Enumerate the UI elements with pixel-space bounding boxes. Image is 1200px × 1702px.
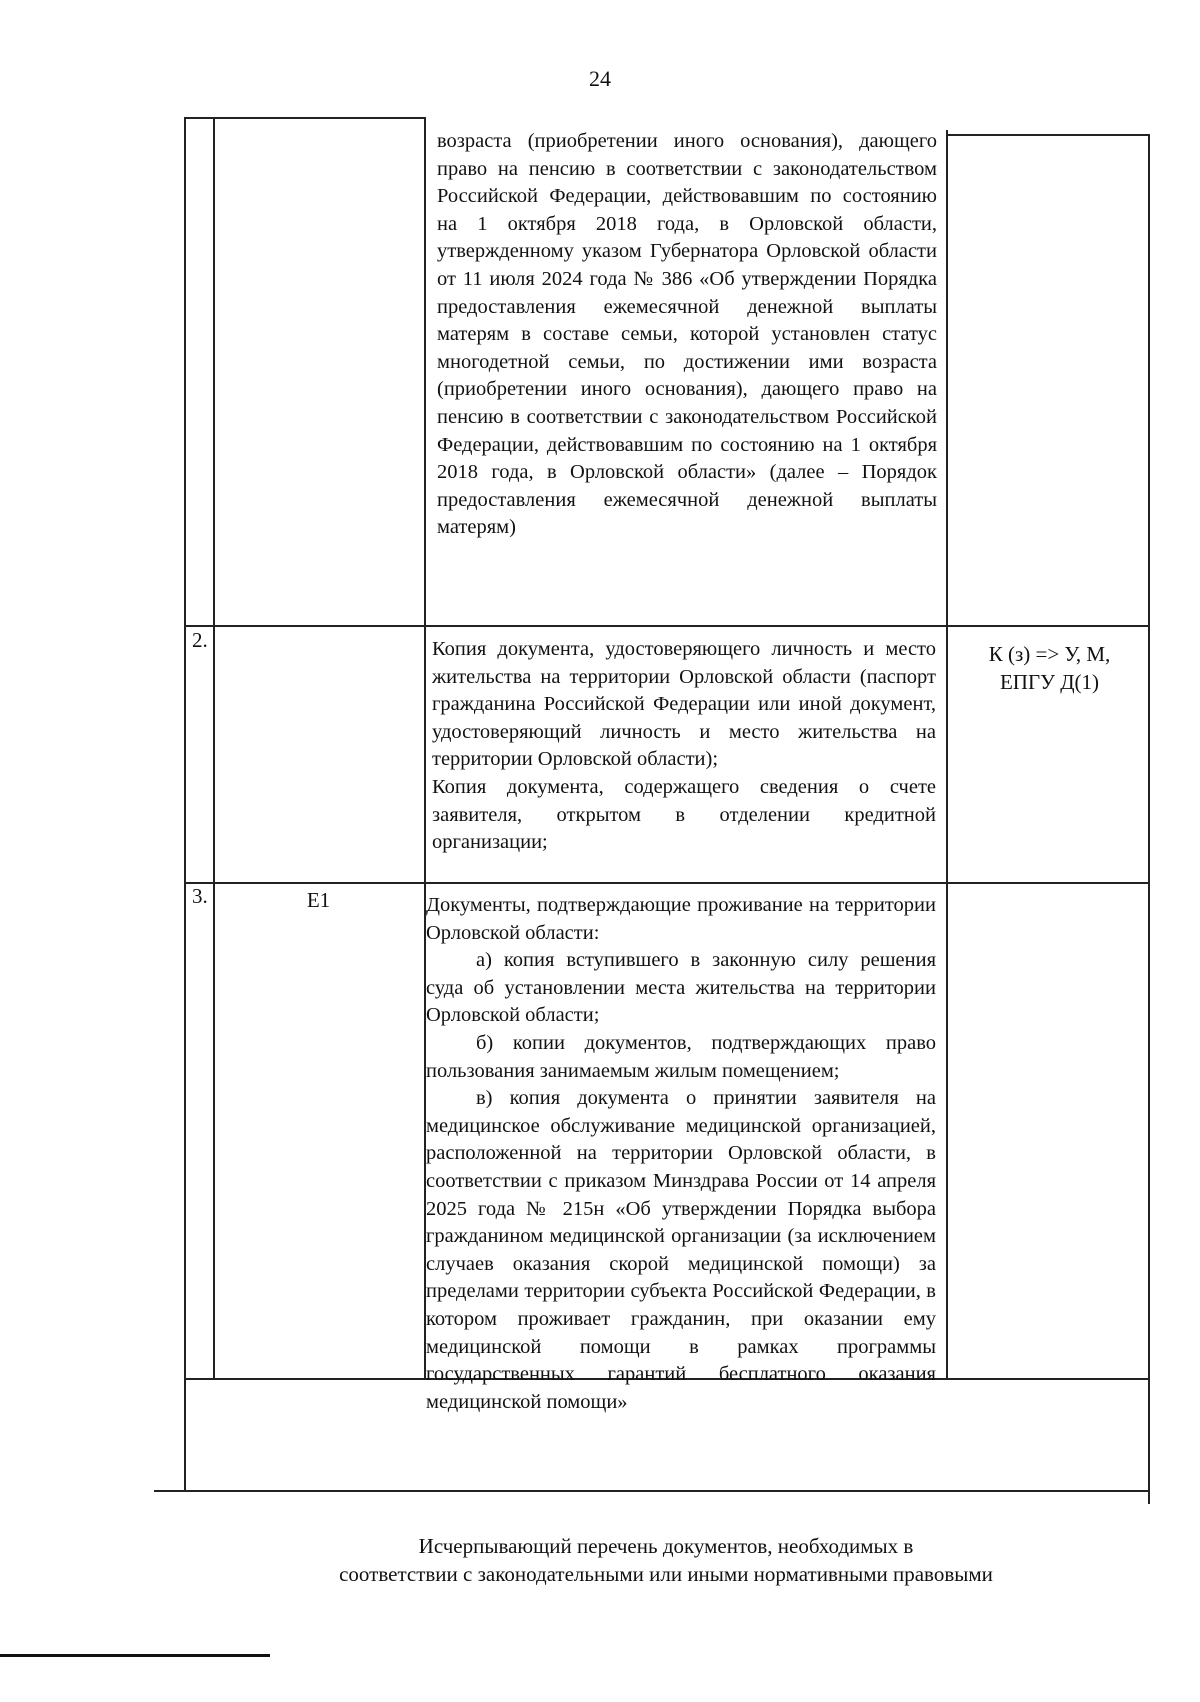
row3-item-b: б) копии документов, подтверждающих право пользования занимаемым жилым помещением;: [426, 1031, 936, 1082]
section-heading-line-1: Исчерпывающий перечень документов, необходимых в: [418, 1534, 914, 1558]
scan-edge-mark: [0, 1654, 270, 1657]
section-heading-line-2: соответствии с законодательными или иными нормативными правовыми: [339, 1562, 993, 1586]
row1-paragraph: возраста (приобретении иного основания), дающего право на пенсию в соответствии с законодательством Российской Федерации, действовавшим по состоянию на 1 октября 2018 года, в Орловской области, утвержденному указом Губернатора Орловской области от 11 июля 2024 года № 386 «Об утверждении Порядка предоставления ежемесячной денежной выплаты матерям в составе семьи, которой установлен статус многодетной семьи, по достижении ими возраста (приобретении иного основания), дающего право на пенсию в соответствии с законодательством Российской Федерации, действовавшим по состоянию на 1 октября 2018 года, в Орловской области» (далее – Порядок предоставления ежемесячной денежной выплаты матерям): [437, 130, 937, 539]
row2-number: 2.: [192, 628, 208, 652]
column-divider-1: [213, 117, 215, 1379]
column-divider-3: [946, 130, 948, 1379]
table-border-right: [1148, 134, 1150, 1504]
row2-paragraph-2: Копия документа, содержащего сведения о счете заявителя, открытом в отделении кредитной организации;: [432, 775, 936, 854]
row3-number: 3.: [192, 884, 208, 908]
row3-item-a: а) копия вступившего в законную силу решения суда об установлении места жительства на территории Орловской области;: [426, 949, 936, 1027]
table-border-bottom: [154, 1490, 1148, 1492]
table-border-top-right: [946, 134, 1148, 136]
row2-text: [432, 636, 936, 857]
row3-item-c: в) копия документа о принятии заявителя на медицинское обслуживание медицинской организацией, расположенной на территории Орловской области, в соответствии с приказом Минздрава России от 14 апреля 2025 года № 215н «Об утверждении Порядка выбора гражданином медицинской организации (за исключением случаев оказания скорой медицинской помощи) за пределами территории субъекта Российской Федерации, в котором проживает гражданин, при оказании ему медицинской помощи в рамках программы государственных гарантий бесплатного оказания медицинской помощи»: [426, 1087, 936, 1413]
table-border-left: [184, 117, 186, 1491]
row2-paragraph-1: Копия документа, удостоверяющего личность и место жительства на территории Орловской области (паспорт гражданина Российской Федерации или иной документ, удостоверяющий личность и место жительства на территории Орловской области);: [432, 638, 936, 771]
row3-text: [426, 892, 936, 1416]
row2-method: К (з) => У, М, ЕПГУ Д(1): [988, 642, 1111, 694]
row3-code: Е1: [306, 888, 331, 912]
section-heading: [184, 1532, 1148, 1588]
table-border-top: [184, 117, 424, 119]
row3-paragraph-1: Документы, подтверждающие проживание на территории Орловской области:: [426, 894, 936, 944]
page-number: 24: [589, 66, 611, 91]
row-separator-1: [184, 625, 1148, 627]
row-separator-2: [184, 882, 1148, 884]
row1-text: [437, 128, 937, 542]
